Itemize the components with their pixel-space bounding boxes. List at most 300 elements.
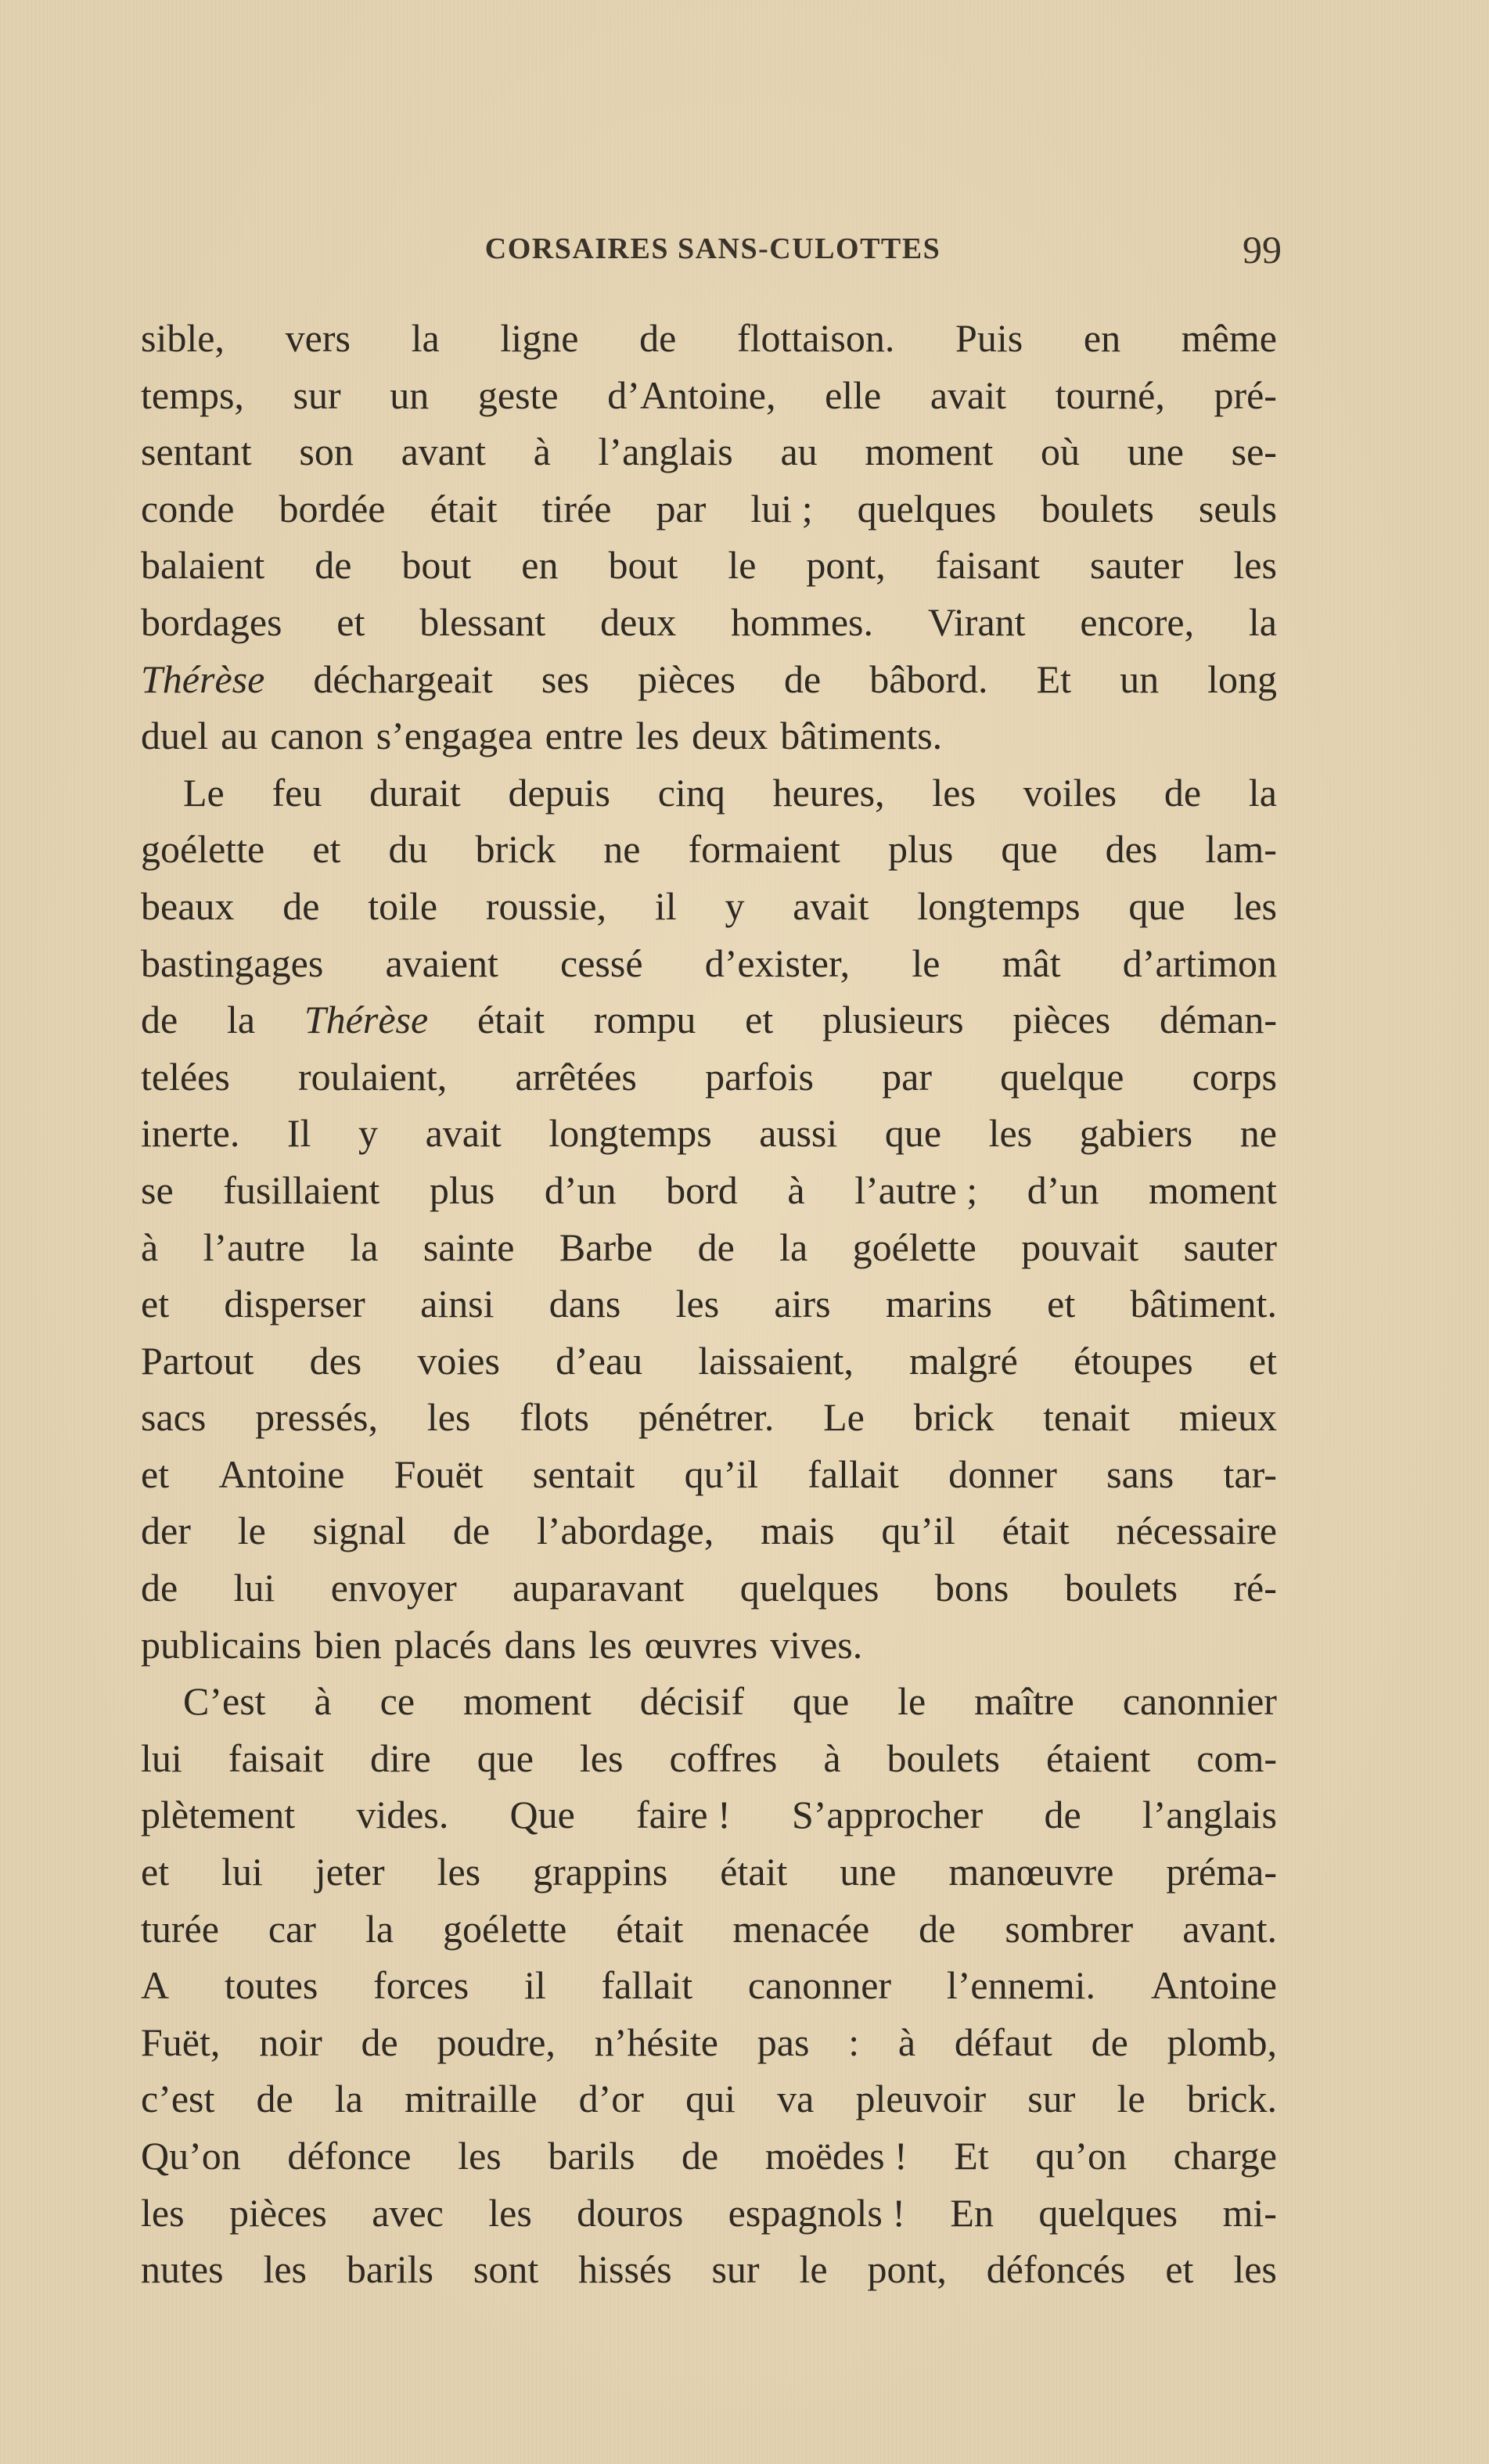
word: Le xyxy=(823,1395,865,1440)
word: bout xyxy=(608,543,678,588)
word: toile xyxy=(368,883,438,928)
word: deux xyxy=(600,599,677,644)
word: par xyxy=(656,486,707,531)
word: au xyxy=(221,714,258,758)
word: s’engagea xyxy=(376,714,533,758)
word: plus xyxy=(887,827,954,872)
word: laissaient, xyxy=(698,1338,854,1383)
word: brick. xyxy=(1186,2077,1277,2121)
word: nécessaire xyxy=(1116,1509,1277,1553)
word: l’ennemi. xyxy=(946,1963,1096,2008)
word: inerte. xyxy=(141,1111,240,1156)
word: moëdes ! xyxy=(764,2134,908,2178)
word: l’abordage, xyxy=(536,1509,714,1553)
word: d’artimon xyxy=(1122,941,1277,985)
word: manœuvre xyxy=(948,1850,1114,1894)
word: flots xyxy=(520,1395,590,1440)
word: se xyxy=(141,1167,174,1212)
word: avec xyxy=(372,2190,444,2235)
text-line xyxy=(141,651,1277,708)
word: à xyxy=(533,430,551,474)
word: de xyxy=(697,1225,735,1269)
word: geste xyxy=(477,372,559,417)
word: vides. xyxy=(356,1793,449,1837)
word: Et xyxy=(954,2134,989,2178)
word: sur xyxy=(293,372,341,417)
word: parfois xyxy=(705,1054,814,1099)
word: mais xyxy=(761,1509,835,1553)
text-line xyxy=(141,1162,1277,1219)
word: le xyxy=(897,1679,926,1724)
word: seuls xyxy=(1198,486,1277,531)
word: moment xyxy=(865,430,994,474)
word: quelques xyxy=(1038,2190,1178,2235)
word: le xyxy=(912,941,941,985)
word: pouvait xyxy=(1021,1225,1139,1269)
word: la xyxy=(779,1225,808,1269)
word: voiles xyxy=(1023,770,1117,815)
word: et xyxy=(336,599,365,644)
word: quelque xyxy=(1000,1054,1124,1099)
word: les xyxy=(437,1850,481,1894)
word: et xyxy=(745,998,774,1042)
word: était xyxy=(477,998,545,1042)
word: d’un xyxy=(544,1167,617,1212)
word: elle xyxy=(825,372,882,417)
word: sible, xyxy=(141,316,225,360)
word: qu’il xyxy=(881,1509,955,1553)
word: espagnols ! xyxy=(728,2190,906,2235)
word: défoncés xyxy=(986,2247,1126,2292)
word: un xyxy=(1120,656,1160,701)
word: la xyxy=(411,316,440,360)
word: avait xyxy=(425,1111,502,1156)
word: ligne xyxy=(500,316,579,360)
word: à xyxy=(141,1225,159,1269)
word: bien xyxy=(314,1622,382,1667)
word: ré- xyxy=(1233,1566,1277,1610)
word: même xyxy=(1181,316,1277,360)
word: mi- xyxy=(1222,2190,1277,2235)
word: était xyxy=(720,1850,788,1894)
word: charge xyxy=(1173,2134,1277,2178)
word: turée xyxy=(141,1906,219,1951)
word: de xyxy=(682,2134,719,2178)
word: par xyxy=(882,1054,932,1099)
word: boulets xyxy=(1064,1566,1178,1610)
word: maître xyxy=(974,1679,1074,1724)
word: plusieurs xyxy=(822,998,964,1042)
word: en xyxy=(1083,316,1121,360)
word: l’autre ; xyxy=(854,1167,978,1212)
word: Qu’on xyxy=(141,2134,241,2178)
word: canon xyxy=(270,714,364,758)
body-text xyxy=(141,310,1277,2298)
word: Et xyxy=(1036,656,1072,701)
word: des xyxy=(309,1338,362,1383)
word: roussie, xyxy=(485,883,607,928)
word: le xyxy=(799,2247,828,2292)
word: était xyxy=(616,1906,684,1951)
word: gabiers xyxy=(1079,1111,1193,1156)
word: beaux xyxy=(141,883,235,928)
word: arrêtées xyxy=(515,1054,637,1099)
word: long xyxy=(1207,656,1277,701)
word: d’Antoine, xyxy=(607,372,776,417)
word: En xyxy=(950,2190,994,2235)
word: placés xyxy=(394,1622,492,1667)
word: de xyxy=(1164,770,1202,815)
word: de xyxy=(141,998,178,1042)
text-line xyxy=(141,2070,1277,2128)
word: un xyxy=(390,372,430,417)
running-header xyxy=(142,228,1283,279)
word: tourné, xyxy=(1055,372,1165,417)
word: les xyxy=(1233,2247,1277,2292)
word: Puis xyxy=(955,316,1023,360)
word: dire xyxy=(369,1736,431,1780)
word: ce xyxy=(379,1679,415,1724)
word: faisant xyxy=(935,543,1041,588)
word: roulaient, xyxy=(298,1054,448,1099)
word: il xyxy=(654,883,677,928)
text-line xyxy=(141,2014,1277,2071)
word: de xyxy=(282,883,320,928)
word: avant xyxy=(401,430,486,474)
text-line xyxy=(141,991,1277,1049)
word: heures, xyxy=(772,770,885,815)
text-line xyxy=(141,2241,1277,2298)
word: Barbe xyxy=(559,1225,653,1269)
word: coffres xyxy=(669,1736,778,1780)
word: décisif xyxy=(639,1679,745,1724)
text-line xyxy=(141,1559,1277,1617)
word: au xyxy=(780,430,818,474)
text-line xyxy=(141,1844,1277,1901)
word: C’est xyxy=(183,1679,266,1724)
word: pont, xyxy=(806,543,886,588)
word: publicains xyxy=(141,1622,302,1667)
word: lui ; xyxy=(750,486,813,531)
word: une xyxy=(840,1850,897,1894)
word: de xyxy=(315,543,352,588)
word: voies xyxy=(417,1338,500,1383)
word: sentait xyxy=(532,1451,635,1496)
word: envoyer xyxy=(330,1566,457,1610)
word: et xyxy=(312,827,341,872)
word: : xyxy=(848,2020,860,2064)
text-line xyxy=(141,1049,1277,1106)
word: défaut xyxy=(954,2020,1052,2064)
word: d’un xyxy=(1027,1167,1099,1212)
word: com- xyxy=(1196,1736,1277,1780)
word: disperser xyxy=(224,1282,365,1326)
word: de xyxy=(256,2077,293,2121)
word: lam- xyxy=(1205,827,1277,872)
word: d’exister, xyxy=(704,941,851,985)
word: en xyxy=(521,543,559,588)
word: de xyxy=(1091,2020,1128,2064)
word: nutes xyxy=(141,2247,224,2292)
word: les xyxy=(635,714,680,758)
word: pièces xyxy=(228,2190,327,2235)
word: la xyxy=(365,1906,394,1951)
word: pleuvoir xyxy=(855,2077,987,2121)
word: plus xyxy=(429,1167,495,1212)
word: va xyxy=(777,2077,815,2121)
word: déchargeait xyxy=(313,656,493,701)
word: deux xyxy=(692,714,768,758)
word: goélette xyxy=(852,1225,976,1269)
word: Virant xyxy=(927,599,1026,644)
word: n’hésite xyxy=(594,2020,718,2064)
word: tenait xyxy=(1043,1395,1131,1440)
word: à xyxy=(314,1679,332,1724)
word: le xyxy=(728,543,757,588)
word: était xyxy=(430,486,498,531)
text-line xyxy=(141,480,1277,538)
word: encore, xyxy=(1080,599,1195,644)
word: moment xyxy=(1149,1167,1277,1212)
word: bâtiments. xyxy=(780,714,943,758)
word: c’est xyxy=(141,2077,215,2121)
word: lui xyxy=(221,1850,263,1894)
word: le xyxy=(237,1509,266,1553)
text-line xyxy=(141,1673,1277,1730)
word: goélette xyxy=(141,827,265,872)
word: fallait xyxy=(807,1451,899,1496)
word: canonner xyxy=(747,1963,892,2008)
word: avant. xyxy=(1182,1906,1277,1951)
word: mât xyxy=(1002,941,1061,985)
word: Il xyxy=(286,1111,311,1156)
word: jeter xyxy=(315,1850,385,1894)
word: la xyxy=(334,2077,363,2121)
word: grappins xyxy=(533,1850,668,1894)
word: d’eau xyxy=(556,1338,643,1383)
word: et xyxy=(141,1451,170,1496)
word: son xyxy=(299,430,354,474)
word: boulets xyxy=(1041,486,1154,531)
word: que xyxy=(1128,883,1185,928)
text-line xyxy=(141,367,1277,424)
word: pièces xyxy=(1012,998,1111,1042)
text-line xyxy=(141,594,1277,651)
word: pas xyxy=(757,2020,810,2064)
word: faisait xyxy=(228,1736,324,1780)
word: toutes xyxy=(224,1963,318,2008)
word: S’approcher xyxy=(791,1793,984,1837)
word: depuis xyxy=(508,770,611,815)
word: du xyxy=(388,827,428,872)
word: brick xyxy=(913,1395,994,1440)
word: Fouët xyxy=(394,1451,484,1496)
word: préma- xyxy=(1166,1850,1277,1894)
word: signal xyxy=(312,1509,407,1553)
word: sauter xyxy=(1183,1225,1277,1269)
word: mieux xyxy=(1178,1395,1277,1440)
word: avait xyxy=(793,883,869,928)
word: que xyxy=(884,1111,942,1156)
word: quelques xyxy=(857,486,997,531)
word: dans xyxy=(504,1622,577,1667)
word: longtemps xyxy=(917,883,1081,928)
word: douros xyxy=(577,2190,684,2235)
word: temps, xyxy=(141,372,244,417)
word: sur xyxy=(711,2247,760,2292)
text-line xyxy=(141,707,1277,764)
word: moment xyxy=(462,1679,592,1724)
word: les xyxy=(988,1111,1033,1156)
word: une xyxy=(1127,430,1184,474)
word: avaient xyxy=(385,941,498,985)
text-line xyxy=(141,764,1277,822)
word: de xyxy=(919,1906,956,1951)
text-line xyxy=(141,2185,1277,2242)
word: l’anglais xyxy=(598,430,733,474)
word: durait xyxy=(369,770,461,815)
word: ne xyxy=(603,827,641,872)
word: barils xyxy=(346,2247,433,2292)
word: goélette xyxy=(443,1906,567,1951)
word: aussi xyxy=(759,1111,838,1156)
word: auparavant xyxy=(513,1566,685,1610)
word: de xyxy=(452,1509,491,1553)
word: vives. xyxy=(770,1622,863,1667)
word: airs xyxy=(774,1282,831,1326)
word: pièces xyxy=(638,656,736,701)
text-line xyxy=(141,1219,1277,1276)
word: déman- xyxy=(1160,998,1277,1042)
word: étoupes xyxy=(1074,1338,1193,1383)
word: marins xyxy=(885,1282,992,1326)
word: Thérèse xyxy=(141,656,265,701)
word: poudre, xyxy=(437,2020,556,2064)
word: Fuët, xyxy=(141,2020,221,2064)
word: der xyxy=(141,1509,191,1553)
word: plomb, xyxy=(1167,2020,1277,2064)
word: sans xyxy=(1106,1451,1174,1496)
text-line xyxy=(141,935,1277,992)
text-line xyxy=(141,2128,1277,2185)
word: la xyxy=(1248,770,1277,815)
word: bout xyxy=(401,543,472,588)
word: sauter xyxy=(1090,543,1184,588)
word: vers xyxy=(285,316,351,360)
word: l’autre xyxy=(203,1225,306,1269)
word: que xyxy=(792,1679,850,1724)
page-number: 99 xyxy=(1243,228,1282,272)
text-line xyxy=(141,310,1277,367)
text-line xyxy=(141,1275,1277,1333)
word: tar- xyxy=(1223,1451,1277,1496)
word: cessé xyxy=(560,941,643,985)
word: lui xyxy=(233,1566,275,1610)
word: de xyxy=(1044,1793,1081,1837)
word: corps xyxy=(1192,1054,1277,1099)
word: les xyxy=(141,2190,185,2235)
word: étaient xyxy=(1045,1736,1151,1780)
word: était xyxy=(1002,1509,1070,1553)
word: bastingages xyxy=(141,941,324,985)
word: à xyxy=(823,1736,841,1780)
word: blessant xyxy=(419,599,546,644)
word: les xyxy=(263,2247,307,2292)
word: où xyxy=(1040,430,1080,474)
text-line xyxy=(141,1901,1277,1958)
word: telées xyxy=(141,1054,230,1099)
word: y xyxy=(725,883,745,928)
word: faire ! xyxy=(636,1793,731,1837)
word: entre xyxy=(545,714,624,758)
word: et xyxy=(1248,1338,1277,1383)
text-line xyxy=(141,1502,1277,1559)
word: les xyxy=(1233,543,1277,588)
word: la xyxy=(1248,599,1277,644)
word: et xyxy=(141,1282,170,1326)
word: et xyxy=(1047,1282,1076,1326)
text-line xyxy=(141,1617,1277,1674)
word: flottaison. xyxy=(736,316,895,360)
word: sentant xyxy=(141,430,252,474)
text-line xyxy=(141,1786,1277,1844)
word: car xyxy=(268,1906,316,1951)
word: hissés xyxy=(578,2247,672,2292)
word: les xyxy=(1233,883,1277,928)
word: bâtiment. xyxy=(1130,1282,1277,1326)
word: duel xyxy=(141,714,209,758)
word: d’or xyxy=(578,2077,644,2121)
word: menacée xyxy=(732,1906,870,1951)
word: plètement xyxy=(141,1793,296,1837)
word: sombrer xyxy=(1005,1906,1134,1951)
word: bons xyxy=(934,1566,1009,1610)
word: avait xyxy=(930,372,1007,417)
word: conde xyxy=(141,486,235,531)
word: l’anglais xyxy=(1142,1793,1277,1837)
text-line xyxy=(141,423,1277,480)
word: et xyxy=(141,1850,170,1894)
word: mitraille xyxy=(405,2077,538,2121)
word: noir xyxy=(259,2020,322,2064)
word: la xyxy=(226,998,256,1042)
word: ainsi xyxy=(420,1282,495,1326)
word: des xyxy=(1105,827,1158,872)
word: tirée xyxy=(541,486,612,531)
word: défonce xyxy=(287,2134,412,2178)
word: qui xyxy=(685,2077,736,2121)
text-line xyxy=(141,1730,1277,1787)
word: de xyxy=(783,656,822,701)
word: les xyxy=(588,1622,632,1667)
word: bord xyxy=(666,1167,738,1212)
word: les xyxy=(579,1736,624,1780)
word: bordée xyxy=(279,486,386,531)
word: pressés, xyxy=(255,1395,379,1440)
word: sont xyxy=(473,2247,539,2292)
word: donner xyxy=(948,1451,1057,1496)
word: Le xyxy=(183,770,225,815)
word: hommes. xyxy=(731,599,874,644)
word: cinq xyxy=(657,770,725,815)
word: qu’on xyxy=(1035,2134,1127,2178)
word: bâbord. xyxy=(869,656,988,701)
word: quelques xyxy=(739,1566,879,1610)
word: les xyxy=(675,1282,720,1326)
word: le xyxy=(1117,2077,1146,2121)
word: sacs xyxy=(141,1395,207,1440)
text-line xyxy=(141,537,1277,594)
